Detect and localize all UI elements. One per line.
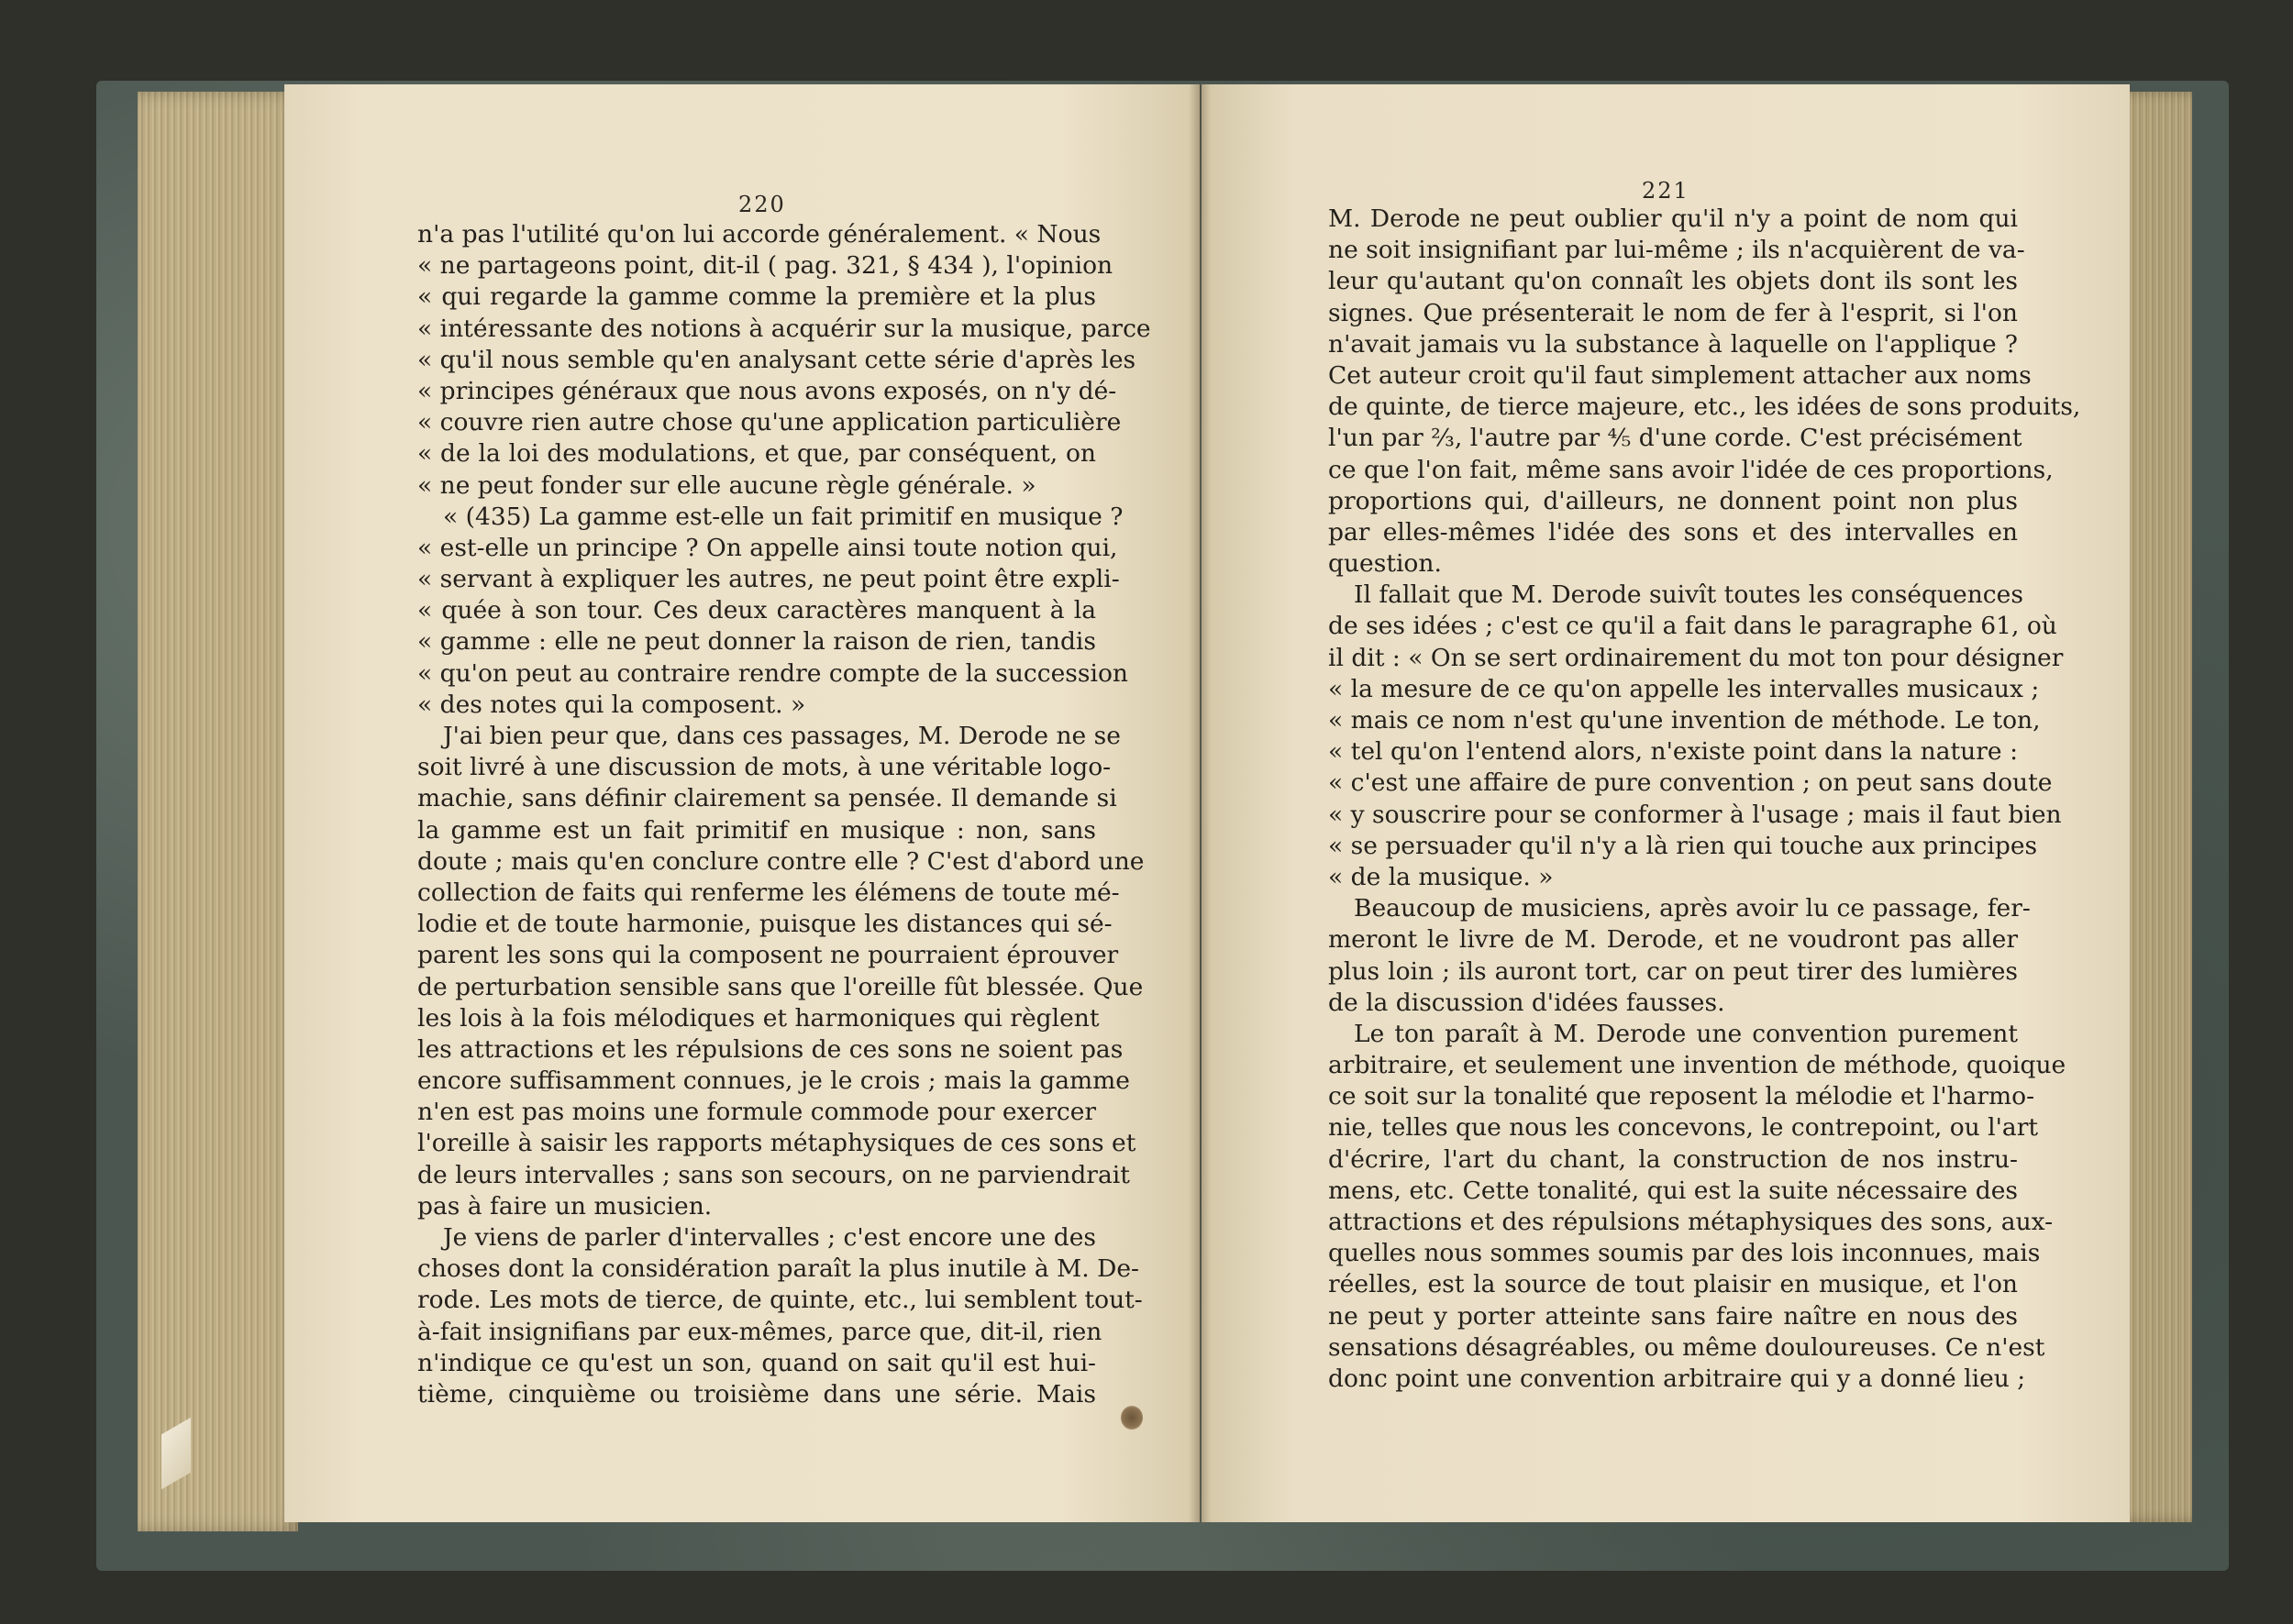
text-line: « quée à son tour. Ces deux caractères manquent à la [417,596,1096,625]
text-line: « la mesure de ce qu'on appelle les intervalles musicaux ; [1328,674,2040,703]
text-line: à-fait insignifians par eux-mêmes, parce que, dit-il, rien [417,1317,1102,1346]
text-line: « des notes qui la composent. » [417,690,806,719]
text-line: les lois à la fois mélodiques et harmoniques qui règlent [417,1003,1100,1033]
left-page [284,84,1200,1522]
text-line: n'indique ce qu'est un son, quand on sait qu'il est hui- [417,1348,1096,1377]
text-line: tième, cinquième ou troisième dans une série. Mais [417,1379,1096,1409]
text-line: pas à faire un musicien. [417,1191,713,1221]
text-line: réelles, est la source de tout plaisir en musique, et l'on [1328,1270,2018,1299]
text-line: de perturbation sensible sans que l'oreille fût blessée. Que [417,972,1144,1001]
text-line: « qu'il nous semble qu'en analysant cette série d'après les [417,345,1136,374]
text-line: encore suffisamment connues, je le crois ; mais la gamme [417,1066,1130,1096]
text-line: Le ton paraît à M. Derode une convention purement [1354,1019,2018,1048]
text-line: collection de faits qui renferme les élémens de toute mé- [417,878,1120,907]
text-line: de ses idées ; c'est ce qu'il a fait dans le paragraphe 61, où [1328,612,2057,641]
text-line: leur qu'autant qu'on connaît les objets dont ils sont les [1328,267,2018,296]
right-page-number: 221 [1642,178,1689,204]
text-line: « ne peut fonder sur elle aucune règle générale. » [417,470,1036,500]
text-line: « principes généraux que nous avons exposés, on n'y dé- [417,376,1117,405]
text-line: « gamme : elle ne peut donner la raison de rien, tandis [417,627,1096,657]
text-line: n'en est pas moins une formule commode pour exercer [417,1098,1097,1127]
text-line: rode. Les mots de tierce, de quinte, etc., lui semblent tout- [417,1286,1143,1315]
text-line: « de la musique. » [1328,862,1554,891]
text-line: « y souscrire pour se conformer à l'usage ; mais il faut bien [1328,800,2062,829]
text-line: parent les sons qui la composent ne pourraient éprouver [417,941,1119,970]
text-line: « qui regarde la gamme comme la première et la plus [417,282,1096,312]
text-line: proportions qui, d'ailleurs, ne donnent point non plus [1328,486,2018,515]
text-line: la gamme est un fait primitif en musique : non, sans [417,815,1096,845]
text-line: mens, etc. Cette tonalité, qui est la suite nécessaire des [1328,1176,2018,1205]
text-line: doute ; mais qu'en conclure contre elle ? C'est d'abord une [417,846,1145,876]
text-line: donc point une convention arbitraire qui y a donné lieu ; [1328,1364,2026,1393]
text-line: « de la loi des modulations, et que, par conséquent, on [417,439,1096,469]
text-line: « (435) La gamme est-elle un fait primitif en musique ? [443,502,1124,531]
text-line: de quinte, de tierce majeure, etc., les idées de sons produits, [1328,392,2081,422]
text-line: sensations désagréables, ou même douloureuses. Ce n'est [1328,1332,2045,1362]
text-line: ne soit insignifiant par lui-même ; ils n'acquièrent de va- [1328,236,2025,265]
text-line: meront le livre de M. Derode, et ne voudront pas aller [1328,925,2018,955]
text-line: nie, telles que nous les concevons, le contrepoint, ou l'art [1328,1113,2039,1143]
text-line: l'un par ⅔, l'autre par ⅘ d'une corde. C'est précisément [1328,424,2022,453]
text-line: M. Derode ne peut oublier qu'il n'y a point de nom qui [1328,204,2018,233]
text-line: n'avait jamais vu la substance à laquelle on l'applique ? [1328,329,2018,359]
text-line: « est-elle un principe ? On appelle ainsi toute notion qui, [417,533,1118,562]
text-line: Beaucoup de musiciens, après avoir lu ce passage, fer- [1354,894,2031,923]
book-gutter [1189,84,1211,1522]
text-line: signes. Que présenterait le nom de fer à l'esprit, si l'on [1328,298,2018,327]
page-edges-left [138,92,298,1531]
text-line: de leurs intervalles ; sans son secours, on ne parviendrait [417,1160,1130,1189]
text-line: ce soit sur la tonalité que reposent la mélodie et l'harmo- [1328,1082,2035,1111]
text-line: choses dont la considération paraît la plus inutile à M. De- [417,1254,1139,1284]
text-line: « se persuader qu'il n'y a là rien qui touche aux principes [1328,831,2038,860]
text-line: « ne partageons point, dit-il ( pag. 321, § 434 ), l'opinion [417,251,1113,281]
right-page [1202,84,2130,1522]
text-line: machie, sans définir clairement sa pensée. Il demande si [417,784,1117,813]
text-line: Je viens de parler d'intervalles ; c'est encore une des [443,1223,1096,1252]
text-line: « servant à expliquer les autres, ne peut point être expli- [417,565,1120,594]
text-line: il dit : « On se sert ordinairement du mot ton pour désigner [1328,643,2064,672]
ink-stain [1121,1406,1143,1430]
text-line: lodie et de toute harmonie, puisque les distances qui sé- [417,910,1113,939]
text-line: « tel qu'on l'entend alors, n'existe point dans la nature : [1328,737,2018,767]
text-line: ne peut y porter atteinte sans faire naître en nous des [1328,1301,2018,1331]
text-line: l'oreille à saisir les rapports métaphysiques de ces sons et [417,1129,1136,1158]
text-line: plus loin ; ils auront tort, car on peut tirer des lumières [1328,956,2018,986]
text-line: de la discussion d'idées fausses. [1328,988,1725,1017]
text-line: « couvre rien autre chose qu'une application particulière [417,408,1122,437]
text-line: par elles-mêmes l'idée des sons et des intervalles en [1328,517,2018,547]
text-line: Il fallait que M. Derode suivît toutes les conséquences [1354,580,2023,610]
text-line: n'a pas l'utilité qu'on lui accorde généralement. « Nous [417,220,1102,249]
text-line: ce que l'on fait, même sans avoir l'idée de ces proportions, [1328,455,2054,484]
text-line: attractions et des répulsions métaphysiques des sons, aux- [1328,1208,2054,1236]
left-page-number: 220 [738,192,786,217]
text-line: « intéressante des notions à acquérir sur la musique, parce [417,314,1151,343]
text-line: d'écrire, l'art du chant, la construction de nos instru- [1328,1144,2018,1174]
text-line: « mais ce nom n'est qu'une invention de méthode. Le ton, [1328,706,2041,735]
text-line: soit livré à une discussion de mots, à une véritable logo- [417,753,1112,782]
text-line: J'ai bien peur que, dans ces passages, M. Derode ne se [443,722,1121,750]
text-line: quelles nous sommes soumis par des lois inconnues, mais [1328,1239,2041,1268]
left-page-text [417,219,1151,1410]
text-line: arbitraire, et seulement une invention de méthode, quoique [1328,1051,2066,1080]
text-line: Cet auteur croit qu'il faut simplement attacher aux noms [1328,360,2032,390]
text-line: les attractions et les répulsions de ces sons ne soient pas [417,1034,1124,1064]
right-page-text [1328,204,2081,1395]
text-line: question. [1328,549,1442,579]
text-line: « qu'on peut au contraire rendre compte de la succession [417,658,1128,688]
text-line: « c'est une affaire de pure convention ; on peut sans doute [1328,768,2053,798]
